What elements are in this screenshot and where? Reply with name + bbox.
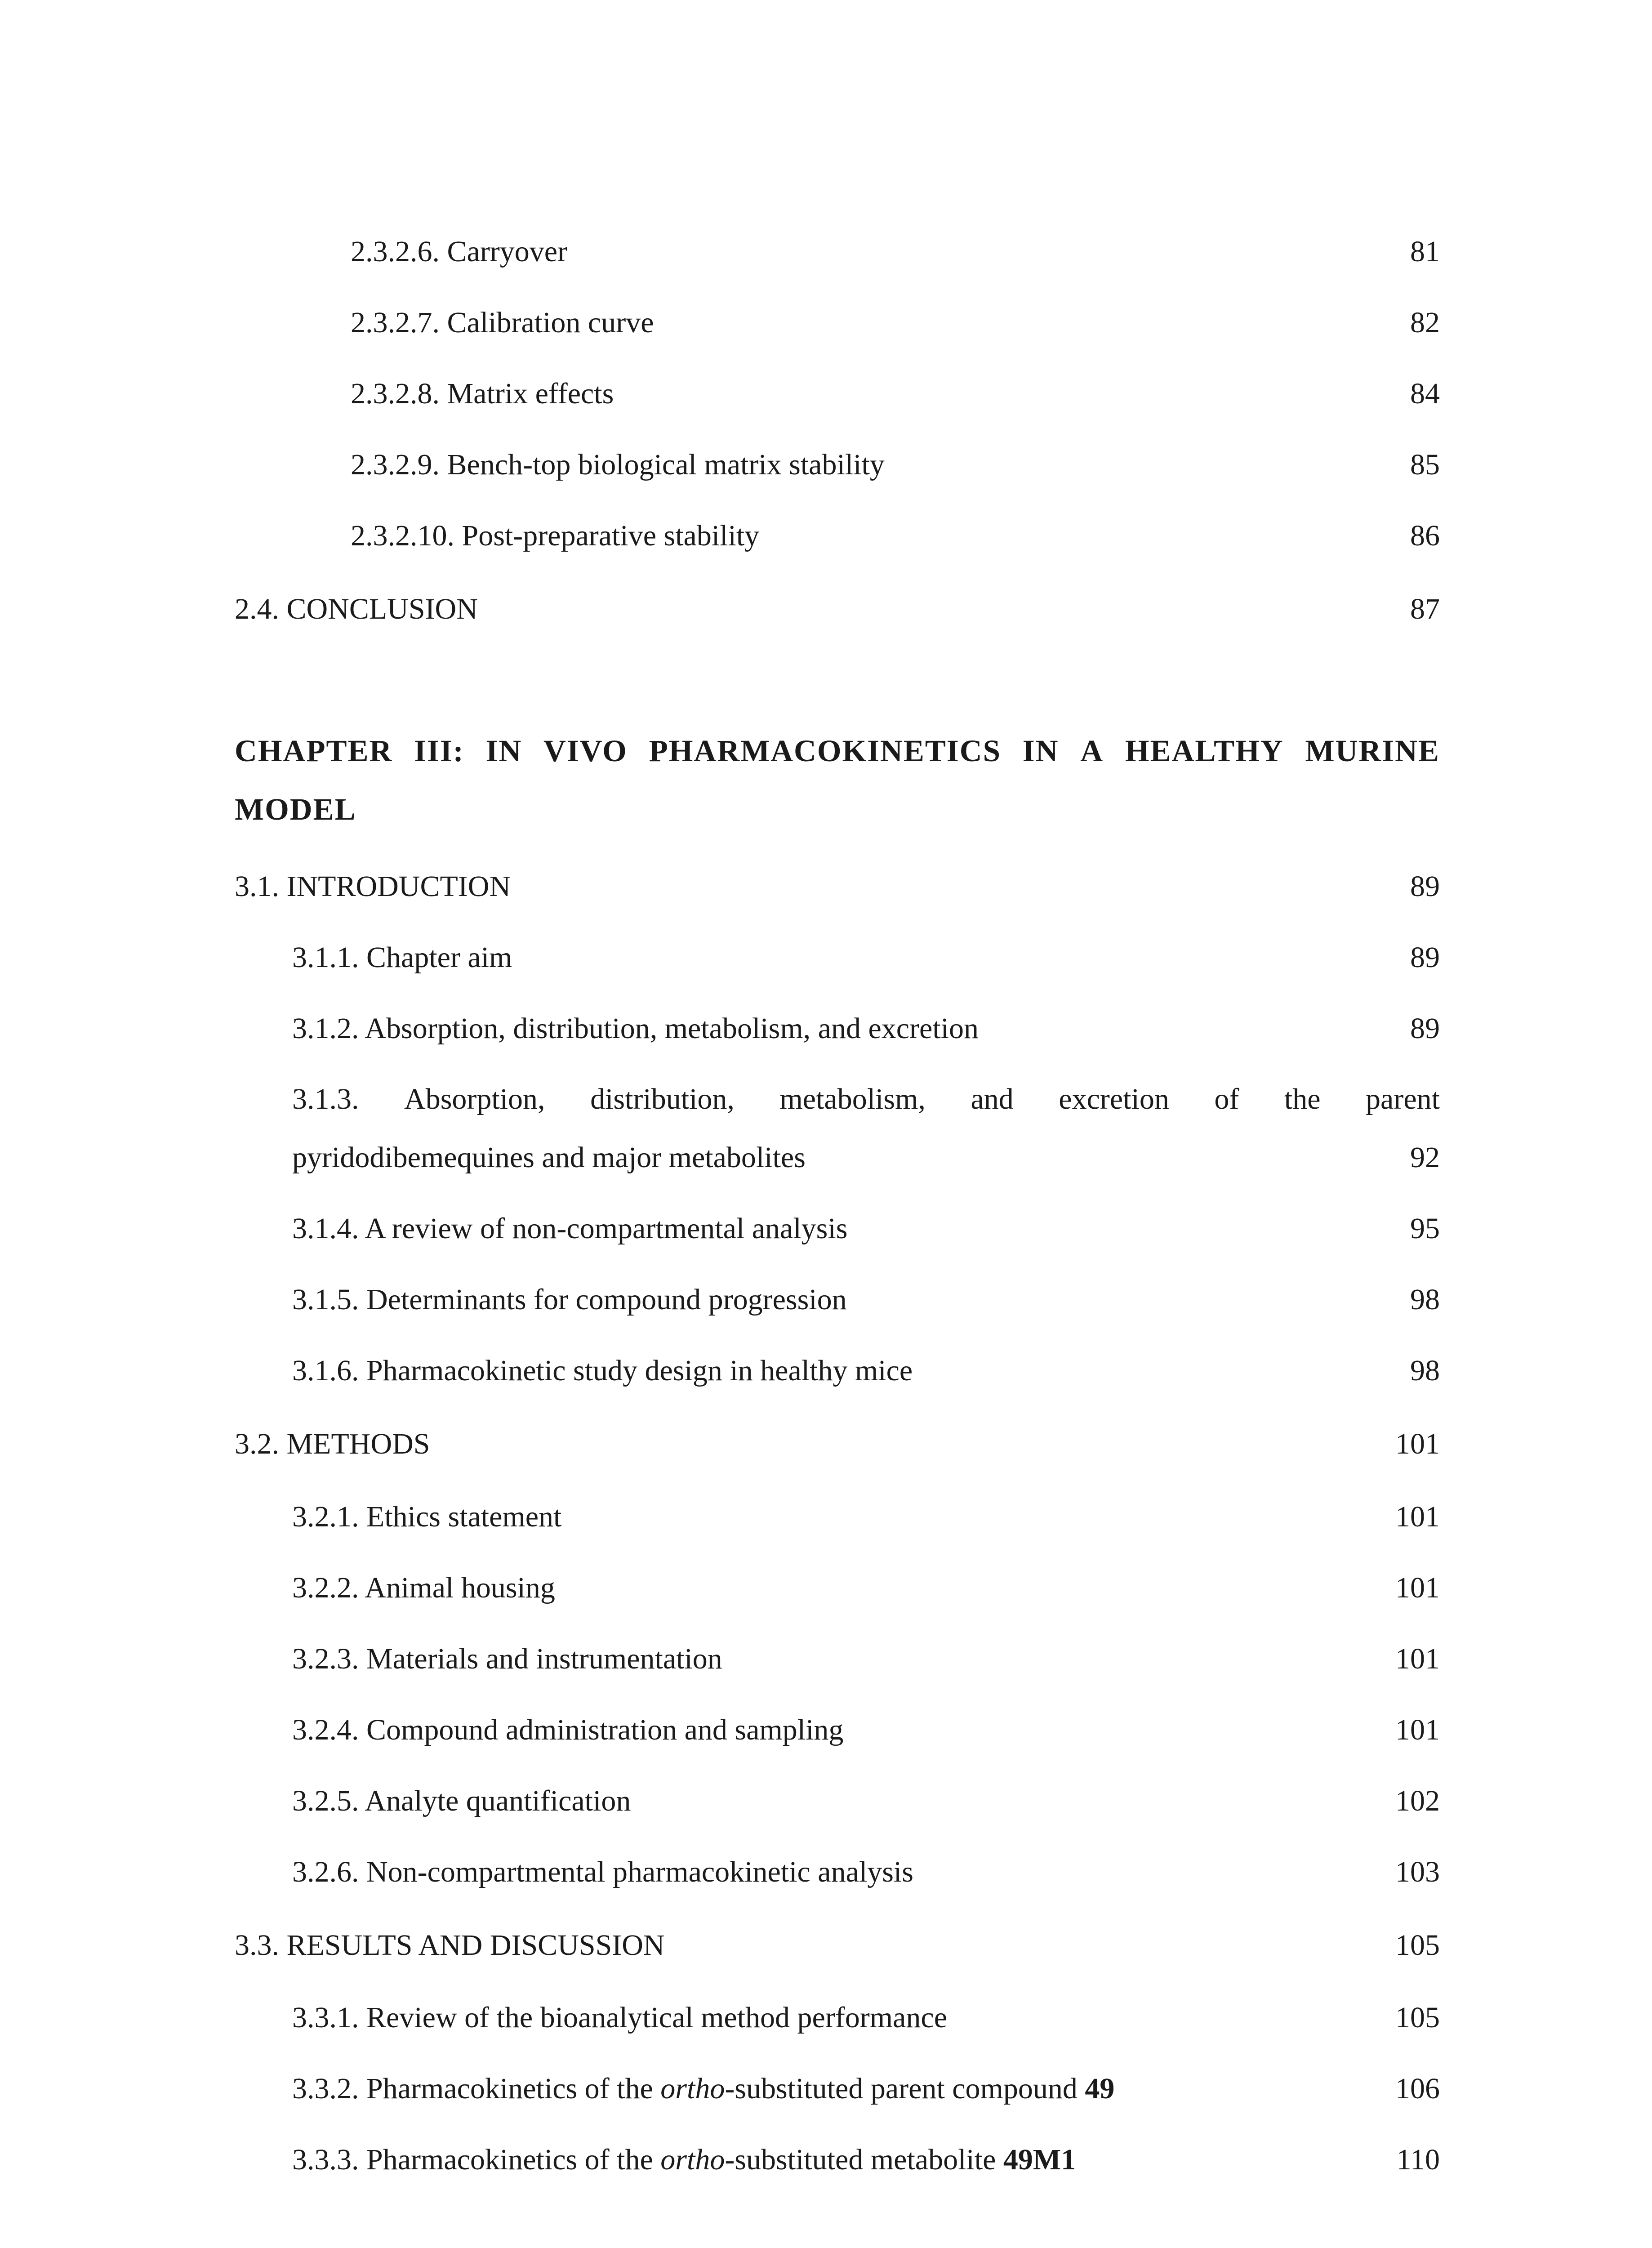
toc-entry-label: 3.2.3. Materials and instrumentation — [292, 1642, 722, 1675]
toc-entry-label: 3.3.1. Review of the bioanalytical method performance — [292, 2001, 947, 2034]
toc-entry-page: 86 — [1410, 519, 1440, 552]
toc-word: parent — [1366, 1083, 1440, 1115]
toc-entry-label: 3.1.1. Chapter aim — [292, 941, 512, 974]
toc-entry-label: 3.2.1. Ethics statement — [292, 1500, 562, 1533]
toc-entry-line-1 — [292, 1081, 1440, 1117]
toc-word: and — [971, 1083, 1014, 1115]
toc-entry-page: 101 — [1395, 1571, 1440, 1604]
toc-entry-page: 89 — [1410, 941, 1440, 974]
toc-entry-line-2: pyridodibemequines and major metabolites — [292, 1141, 806, 1174]
toc-entry-page: 92 — [1410, 1141, 1440, 1174]
toc-word: metabolism, — [779, 1083, 926, 1115]
chapter-heading-line-2: MODEL — [235, 792, 356, 826]
toc-entry-label-italic: ortho — [660, 2143, 725, 2176]
toc-entry-label: 3.2.4. Compound administration and sampling — [292, 1713, 844, 1746]
toc-entry-label: 3.2.2. Animal housing — [292, 1571, 555, 1604]
chapter-heading-line-1 — [235, 733, 1440, 769]
toc-entry-label: 3.1.5. Determinants for compound progression — [292, 1283, 847, 1316]
compound-number: 49 — [1085, 2072, 1115, 2105]
toc-entry-page: 103 — [1395, 1855, 1440, 1888]
toc-entry-label: 2.3.2.8. Matrix effects — [351, 377, 614, 410]
toc-entry-label: 3.2. METHODS — [235, 1427, 430, 1460]
toc-entry-label: 3.1.6. Pharmacokinetic study design in healthy mice — [292, 1354, 913, 1387]
toc-word: of — [1214, 1083, 1239, 1115]
toc-entry-page: 106 — [1395, 2072, 1440, 2105]
toc-entry-page: 101 — [1395, 1642, 1440, 1675]
toc-entry-label — [292, 2071, 1114, 2107]
toc-entry-page: 84 — [1410, 377, 1440, 410]
toc-entry-label-prefix: 3.3.3. Pharmacokinetics of the — [292, 2143, 661, 2176]
toc-entry-label-middle: -substituted parent compound — [725, 2072, 1085, 2105]
toc-entry-page: 101 — [1395, 1427, 1440, 1460]
toc-entry-3-1-3[interactable] — [292, 1081, 1440, 1176]
toc-entry-page: 82 — [1410, 306, 1440, 339]
toc-word: 3.1.3. — [292, 1083, 359, 1115]
toc-entry-label-middle: -substituted metabolite — [725, 2143, 1003, 2176]
chapter-word: III: — [414, 734, 464, 768]
toc-entry-label: 2.3.2.9. Bench-top biological matrix stability — [351, 448, 885, 481]
toc-entry-label: 2.3.2.7. Calibration curve — [351, 306, 654, 339]
toc-entry-label — [292, 2142, 1076, 2178]
toc-entry-label: 2.3.2.10. Post-preparative stability — [351, 519, 760, 552]
chapter-word: PHARMACOKINETICS — [649, 734, 1001, 768]
chapter-word: VIVO — [543, 734, 628, 768]
toc-entry-page: 98 — [1410, 1354, 1440, 1387]
toc-entry-page: 98 — [1410, 1283, 1440, 1316]
toc-entry-label: 2.3.2.6. Carryover — [351, 235, 568, 268]
toc-entry-page: 95 — [1410, 1212, 1440, 1245]
chapter-word: CHAPTER — [235, 734, 393, 768]
toc-entry-page: 101 — [1395, 1713, 1440, 1746]
toc-entry-label: 2.4. CONCLUSION — [235, 593, 478, 625]
toc-entry-page: 102 — [1395, 1784, 1440, 1817]
chapter-word: IN — [485, 734, 522, 768]
toc-word: distribution, — [590, 1083, 735, 1115]
compound-number: 49M1 — [1003, 2143, 1076, 2176]
toc-entry-page: 110 — [1396, 2143, 1440, 2176]
toc-entry-page: 87 — [1410, 593, 1440, 625]
toc-entry-label-italic: ortho — [660, 2072, 725, 2105]
toc-word: the — [1284, 1083, 1321, 1115]
toc-entry-page: 89 — [1410, 1012, 1440, 1045]
toc-entry-label: 3.1.2. Absorption, distribution, metabolism, and excretion — [292, 1012, 979, 1045]
toc-entry-label-prefix: 3.3.2. Pharmacokinetics of the — [292, 2072, 661, 2105]
chapter-word: MURINE — [1305, 734, 1440, 768]
toc-entry-label: 3.2.6. Non-compartmental pharmacokinetic analysis — [292, 1855, 913, 1888]
toc-entry-page: 89 — [1410, 870, 1440, 903]
toc-entry-page: 85 — [1410, 448, 1440, 481]
toc-entry-page: 81 — [1410, 235, 1440, 268]
toc-word: excretion — [1059, 1083, 1169, 1115]
chapter-word: A — [1080, 734, 1104, 768]
toc-entry-page: 101 — [1395, 1500, 1440, 1533]
chapter-word: IN — [1022, 734, 1059, 768]
toc-entry-label: 3.1.4. A review of non-compartmental analysis — [292, 1212, 848, 1245]
toc-entry-page: 105 — [1395, 1929, 1440, 1962]
toc-entry-page: 105 — [1395, 2001, 1440, 2034]
toc-entry-label: 3.1. INTRODUCTION — [235, 870, 511, 903]
toc-word: Absorption, — [404, 1083, 545, 1115]
toc-entry-label: 3.3. RESULTS AND DISCUSSION — [235, 1929, 665, 1962]
toc-entry-label: 3.2.5. Analyte quantification — [292, 1784, 631, 1817]
chapter-word: HEALTHY — [1125, 734, 1284, 768]
